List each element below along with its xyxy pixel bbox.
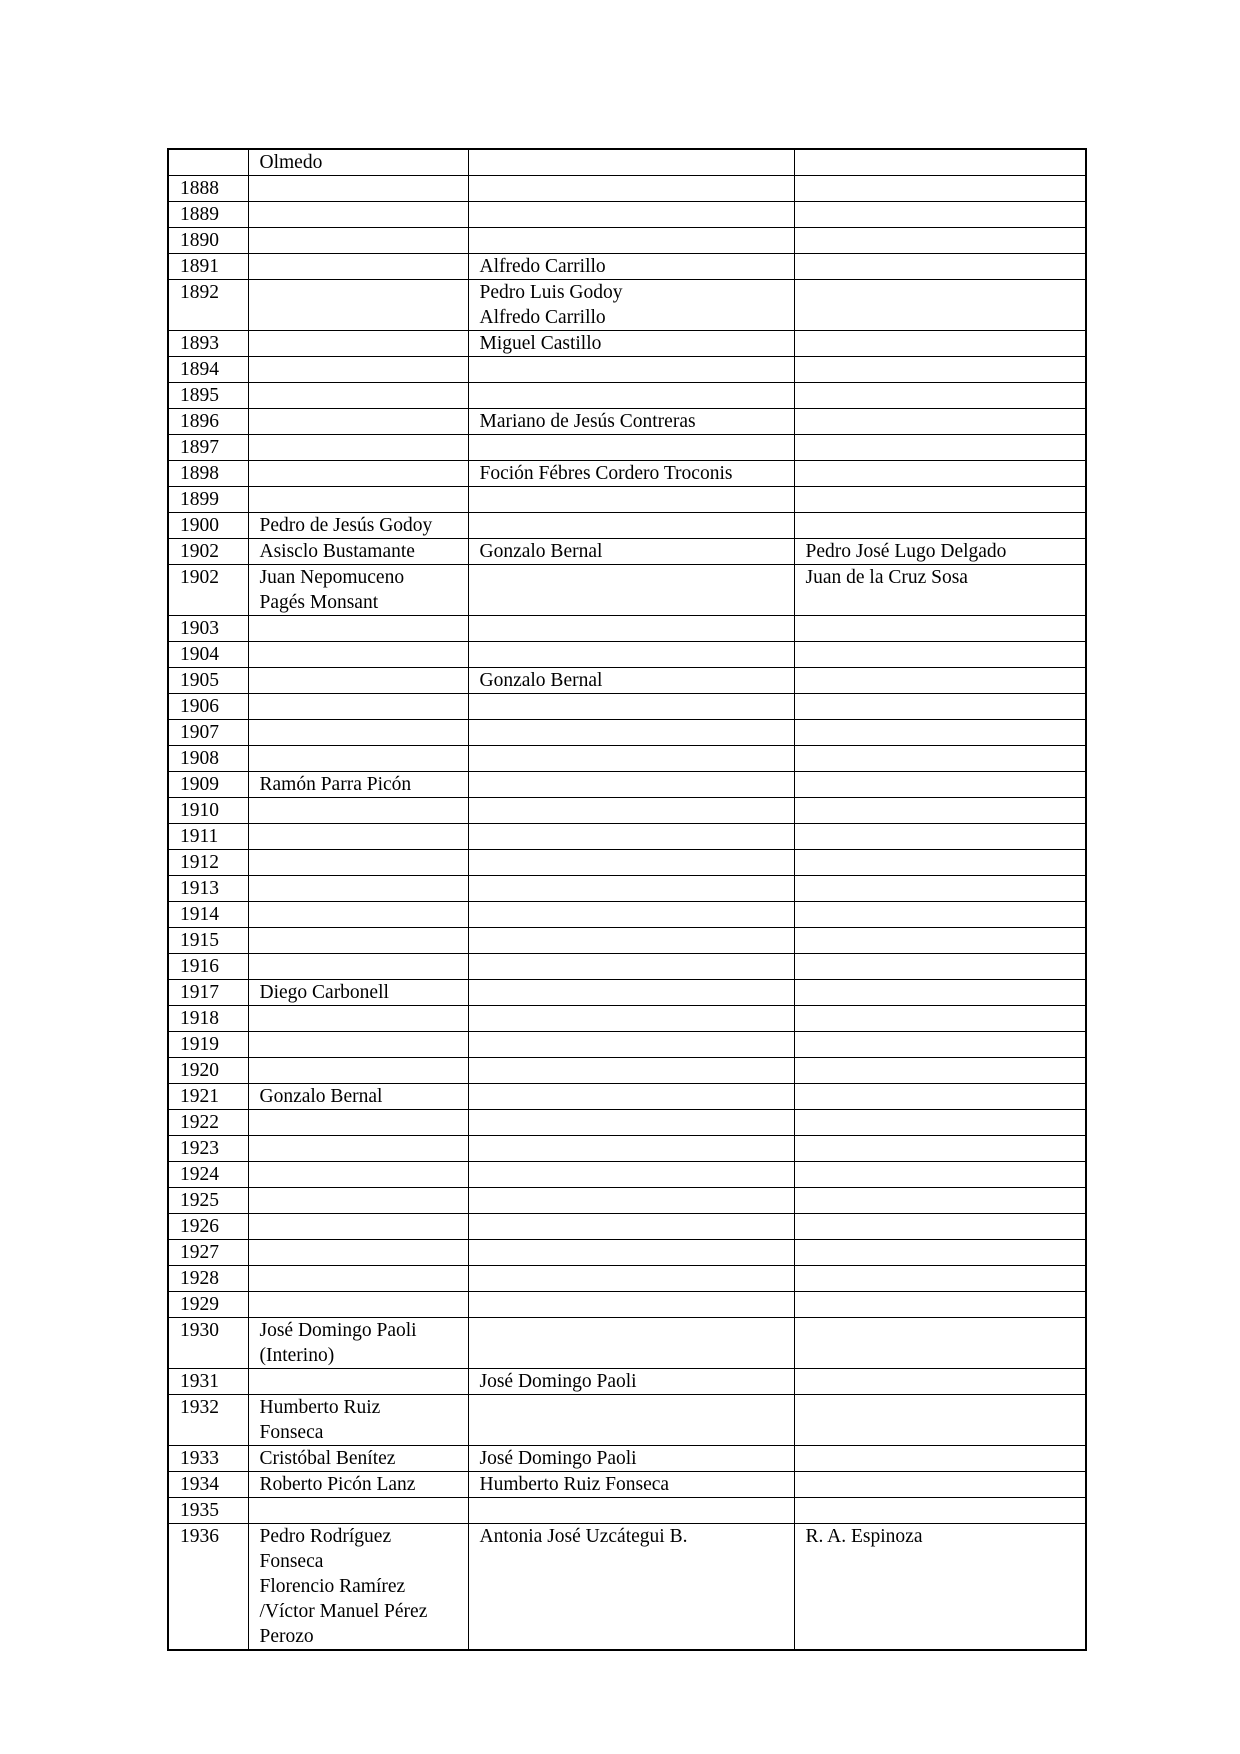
table-row: [168, 539, 1086, 565]
name-cell-2: [468, 1240, 794, 1266]
name-cell-3: [794, 1395, 1086, 1446]
name-cell-2: [468, 1292, 794, 1318]
name-cell-2: [468, 1006, 794, 1032]
name-cell-1: [248, 1136, 468, 1162]
table-row: [168, 1032, 1086, 1058]
year-cell: 1911: [168, 824, 248, 850]
year-cell: 1930: [168, 1318, 248, 1369]
cell-text-line: Juan de la Cruz Sosa: [805, 567, 968, 588]
name-cell-3: [794, 850, 1086, 876]
name-cell-3: [794, 980, 1086, 1006]
name-cell-3: [794, 254, 1086, 280]
name-cell-2: [468, 435, 794, 461]
table-row: [168, 642, 1086, 668]
year-cell: 1929: [168, 1292, 248, 1318]
name-cell-2: [468, 694, 794, 720]
name-cell-3: [794, 694, 1086, 720]
year-cell: 1924: [168, 1162, 248, 1188]
year-cell: 1931: [168, 1369, 248, 1395]
name-cell-1: [248, 902, 468, 928]
table-row: [168, 357, 1086, 383]
name-cell-1: [248, 772, 468, 798]
name-cell-1: [248, 928, 468, 954]
name-cell-1: [248, 461, 468, 487]
name-cell-2: [468, 746, 794, 772]
table-row: [168, 149, 1086, 176]
year-cell: 1912: [168, 850, 248, 876]
name-cell-3: [794, 331, 1086, 357]
name-cell-3: [794, 513, 1086, 539]
name-cell-1: [248, 513, 468, 539]
name-cell-3: [794, 1369, 1086, 1395]
year-cell: 1902: [168, 565, 248, 616]
year-cell: 1915: [168, 928, 248, 954]
name-cell-2: [468, 461, 794, 487]
name-cell-2: [468, 1188, 794, 1214]
name-cell-1: [248, 1110, 468, 1136]
name-cell-3: [794, 1446, 1086, 1472]
name-cell-3: [794, 487, 1086, 513]
name-cell-1: [248, 331, 468, 357]
name-cell-3: [794, 1136, 1086, 1162]
year-cell: 1902: [168, 539, 248, 565]
name-cell-2: [468, 1369, 794, 1395]
name-cell-1: [248, 850, 468, 876]
name-cell-2: [468, 149, 794, 176]
name-cell-1: [248, 694, 468, 720]
cell-text-line: Asisclo Bustamante: [259, 541, 415, 562]
name-cell-1: [248, 1032, 468, 1058]
name-cell-3: [794, 1266, 1086, 1292]
year-cell: 1928: [168, 1266, 248, 1292]
name-cell-1: [248, 565, 468, 616]
name-cell-1: [248, 254, 468, 280]
table-row: [168, 1369, 1086, 1395]
table-row: [168, 461, 1086, 487]
name-cell-1: [248, 720, 468, 746]
year-cell: 1933: [168, 1446, 248, 1472]
table-row: [168, 876, 1086, 902]
name-cell-1: [248, 1318, 468, 1369]
name-cell-2: [468, 1058, 794, 1084]
name-cell-2: [468, 1524, 794, 1651]
cell-text-line: Pedro de Jesús Godoy: [259, 515, 433, 536]
cell-text-line: Foción Fébres Cordero Troconis: [479, 463, 733, 484]
name-cell-3: [794, 409, 1086, 435]
name-cell-3: [794, 202, 1086, 228]
table-row: [168, 824, 1086, 850]
name-cell-2: [468, 1395, 794, 1446]
name-cell-2: [468, 176, 794, 202]
name-cell-1: [248, 539, 468, 565]
name-cell-3: [794, 876, 1086, 902]
name-cell-3: [794, 1084, 1086, 1110]
name-cell-2: [468, 513, 794, 539]
year-cell: 1926: [168, 1214, 248, 1240]
name-cell-2: [468, 876, 794, 902]
table-row: [168, 1110, 1086, 1136]
table-row: [168, 1498, 1086, 1524]
name-cell-3: [794, 642, 1086, 668]
year-cell: 1900: [168, 513, 248, 539]
table-row: [168, 1266, 1086, 1292]
table-row: [168, 928, 1086, 954]
name-cell-2: [468, 1084, 794, 1110]
name-cell-1: [248, 1006, 468, 1032]
name-cell-2: [468, 280, 794, 331]
table-row: [168, 902, 1086, 928]
name-cell-2: [468, 1136, 794, 1162]
name-cell-3: [794, 176, 1086, 202]
name-cell-2: [468, 565, 794, 616]
year-cell: 1920: [168, 1058, 248, 1084]
name-cell-2: [468, 954, 794, 980]
name-cell-2: [468, 331, 794, 357]
cell-text-line: Gonzalo Bernal: [259, 1086, 383, 1107]
cell-text-line: Miguel Castillo: [479, 333, 602, 354]
cell-text-line: Fonseca: [259, 1551, 324, 1572]
name-cell-1: [248, 1162, 468, 1188]
year-cell: 1896: [168, 409, 248, 435]
year-cell: 1925: [168, 1188, 248, 1214]
name-cell-3: [794, 280, 1086, 331]
name-cell-2: [468, 228, 794, 254]
year-cell: 1918: [168, 1006, 248, 1032]
year-cell: 1934: [168, 1472, 248, 1498]
table-row: [168, 798, 1086, 824]
table-row: [168, 1214, 1086, 1240]
year-cell: 1907: [168, 720, 248, 746]
cell-text-line: Cristóbal Benítez: [259, 1448, 396, 1469]
year-cell: 1935: [168, 1498, 248, 1524]
name-cell-2: [468, 824, 794, 850]
table-row: [168, 1240, 1086, 1266]
table-row: [168, 850, 1086, 876]
name-cell-3: [794, 902, 1086, 928]
table-row: [168, 954, 1086, 980]
year-cell: 1913: [168, 876, 248, 902]
name-cell-1: [248, 1292, 468, 1318]
name-cell-2: [468, 668, 794, 694]
year-cell: 1922: [168, 1110, 248, 1136]
name-cell-1: [248, 668, 468, 694]
name-cell-2: [468, 1110, 794, 1136]
table-row: [168, 1318, 1086, 1369]
table-row: [168, 1084, 1086, 1110]
year-cell: 1936: [168, 1524, 248, 1651]
cell-text-line: Pagés Monsant: [259, 592, 379, 613]
name-cell-3: [794, 357, 1086, 383]
table-row: [168, 746, 1086, 772]
name-cell-2: [468, 539, 794, 565]
table-row: [168, 1292, 1086, 1318]
year-cell: 1910: [168, 798, 248, 824]
name-cell-1: [248, 1058, 468, 1084]
table-row: [168, 980, 1086, 1006]
year-cell: 1914: [168, 902, 248, 928]
name-cell-2: [468, 1266, 794, 1292]
name-cell-2: [468, 1446, 794, 1472]
year-cell: 1898: [168, 461, 248, 487]
name-cell-1: [248, 357, 468, 383]
name-cell-2: [468, 980, 794, 1006]
cell-text-line: Antonia José Uzcátegui B.: [479, 1526, 688, 1547]
name-cell-3: [794, 824, 1086, 850]
cell-text-line: Gonzalo Bernal: [479, 670, 603, 691]
name-cell-3: [794, 1498, 1086, 1524]
name-cell-3: [794, 1214, 1086, 1240]
year-cell: 1923: [168, 1136, 248, 1162]
table-row: [168, 435, 1086, 461]
name-cell-1: [248, 876, 468, 902]
year-cell: 1916: [168, 954, 248, 980]
name-cell-2: [468, 1318, 794, 1369]
name-cell-2: [468, 1214, 794, 1240]
table-row: [168, 720, 1086, 746]
name-cell-2: [468, 720, 794, 746]
year-cell: 1917: [168, 980, 248, 1006]
name-cell-3: [794, 1524, 1086, 1651]
cell-text-line: Juan Nepomuceno: [259, 567, 405, 588]
cell-text-line: Perozo: [259, 1626, 314, 1647]
cell-text-line: /Víctor Manuel Pérez: [259, 1601, 428, 1622]
year-cell: 1921: [168, 1084, 248, 1110]
name-cell-1: [248, 487, 468, 513]
year-cell: 1897: [168, 435, 248, 461]
name-cell-3: [794, 1188, 1086, 1214]
cell-text-line: (Interino): [259, 1345, 335, 1366]
table-row: [168, 772, 1086, 798]
name-cell-1: [248, 202, 468, 228]
name-cell-2: [468, 798, 794, 824]
cell-text-line: Alfredo Carrillo: [479, 307, 606, 328]
name-cell-1: [248, 642, 468, 668]
cell-text-line: Humberto Ruiz: [259, 1397, 381, 1418]
name-cell-1: [248, 1214, 468, 1240]
year-cell: 1932: [168, 1395, 248, 1446]
name-cell-3: [794, 616, 1086, 642]
name-cell-1: [248, 149, 468, 176]
name-cell-2: [468, 487, 794, 513]
name-cell-3: [794, 1472, 1086, 1498]
name-cell-1: [248, 409, 468, 435]
name-cell-3: [794, 435, 1086, 461]
table-row: [168, 616, 1086, 642]
name-cell-3: [794, 539, 1086, 565]
name-cell-3: [794, 1006, 1086, 1032]
name-cell-3: [794, 228, 1086, 254]
name-cell-1: [248, 980, 468, 1006]
table-row: [168, 280, 1086, 331]
year-cell: [168, 149, 248, 176]
year-cell: 1906: [168, 694, 248, 720]
table-row: [168, 176, 1086, 202]
year-cell: 1909: [168, 772, 248, 798]
table-row: [168, 409, 1086, 435]
name-cell-2: [468, 850, 794, 876]
table-row: [168, 1162, 1086, 1188]
name-cell-2: [468, 1162, 794, 1188]
name-cell-3: [794, 149, 1086, 176]
name-cell-1: [248, 1395, 468, 1446]
year-cell: 1904: [168, 642, 248, 668]
cell-text-line: Humberto Ruiz Fonseca: [479, 1474, 670, 1495]
cell-text-line: Gonzalo Bernal: [479, 541, 603, 562]
name-cell-3: [794, 1032, 1086, 1058]
name-cell-3: [794, 565, 1086, 616]
cell-text-line: Florencio Ramírez: [259, 1576, 406, 1597]
year-cell: 1888: [168, 176, 248, 202]
table-row: [168, 487, 1086, 513]
cell-text-line: José Domingo Paoli: [479, 1448, 637, 1469]
name-cell-1: [248, 824, 468, 850]
cell-text-line: Fonseca: [259, 1422, 324, 1443]
name-cell-1: [248, 954, 468, 980]
table-row: [168, 513, 1086, 539]
name-cell-3: [794, 1292, 1086, 1318]
name-cell-1: [248, 280, 468, 331]
table-row: [168, 694, 1086, 720]
name-cell-3: [794, 1058, 1086, 1084]
cell-text-line: Alfredo Carrillo: [479, 256, 606, 277]
cell-text-line: José Domingo Paoli: [259, 1320, 417, 1341]
year-cell: 1895: [168, 383, 248, 409]
name-cell-3: [794, 1318, 1086, 1369]
table-row: [168, 1058, 1086, 1084]
table-row: [168, 565, 1086, 616]
name-cell-1: [248, 228, 468, 254]
table-row: [168, 228, 1086, 254]
name-cell-3: [794, 1162, 1086, 1188]
cell-text-line: Roberto Picón Lanz: [259, 1474, 416, 1495]
name-cell-2: [468, 383, 794, 409]
year-cell: 1893: [168, 331, 248, 357]
name-cell-3: [794, 954, 1086, 980]
name-cell-3: [794, 1110, 1086, 1136]
cell-text-line: Diego Carbonell: [259, 982, 389, 1003]
table-row: [168, 1136, 1086, 1162]
year-cell: 1899: [168, 487, 248, 513]
year-cell: 1919: [168, 1032, 248, 1058]
year-cell: 1927: [168, 1240, 248, 1266]
cell-text-line: R. A. Espinoza: [805, 1526, 923, 1547]
name-cell-1: [248, 1446, 468, 1472]
name-cell-1: [248, 1084, 468, 1110]
name-cell-2: [468, 1498, 794, 1524]
year-cell: 1908: [168, 746, 248, 772]
name-cell-2: [468, 928, 794, 954]
name-cell-1: [248, 383, 468, 409]
cell-text-line: Pedro José Lugo Delgado: [805, 541, 1007, 562]
name-cell-2: [468, 642, 794, 668]
year-cell: 1905: [168, 668, 248, 694]
records-table: [167, 148, 1087, 1651]
name-cell-3: [794, 928, 1086, 954]
year-cell: 1891: [168, 254, 248, 280]
name-cell-1: [248, 1188, 468, 1214]
table-row: [168, 1395, 1086, 1446]
name-cell-3: [794, 798, 1086, 824]
name-cell-1: [248, 616, 468, 642]
cell-text-line: Pedro Luis Godoy: [479, 282, 623, 303]
name-cell-2: [468, 254, 794, 280]
table-row: [168, 1188, 1086, 1214]
name-cell-3: [794, 746, 1086, 772]
name-cell-2: [468, 902, 794, 928]
table-row: [168, 1472, 1086, 1498]
name-cell-1: [248, 798, 468, 824]
name-cell-2: [468, 1472, 794, 1498]
name-cell-2: [468, 357, 794, 383]
year-cell: 1894: [168, 357, 248, 383]
name-cell-3: [794, 668, 1086, 694]
name-cell-2: [468, 202, 794, 228]
year-cell: 1890: [168, 228, 248, 254]
name-cell-1: [248, 435, 468, 461]
year-cell: 1903: [168, 616, 248, 642]
name-cell-1: [248, 1524, 468, 1651]
name-cell-3: [794, 461, 1086, 487]
table-row: [168, 254, 1086, 280]
table-row: [168, 1006, 1086, 1032]
name-cell-1: [248, 1369, 468, 1395]
cell-text-line: José Domingo Paoli: [479, 1371, 637, 1392]
name-cell-2: [468, 772, 794, 798]
cell-text-line: Mariano de Jesús Contreras: [479, 411, 696, 432]
table-row: [168, 383, 1086, 409]
name-cell-1: [248, 1240, 468, 1266]
table-row: [168, 202, 1086, 228]
name-cell-1: [248, 1266, 468, 1292]
table-row: [168, 331, 1086, 357]
name-cell-3: [794, 383, 1086, 409]
name-cell-1: [248, 746, 468, 772]
cell-text-line: Pedro Rodríguez: [259, 1526, 392, 1547]
name-cell-3: [794, 1240, 1086, 1266]
name-cell-3: [794, 720, 1086, 746]
name-cell-1: [248, 1498, 468, 1524]
cell-text-line: Olmedo: [259, 152, 323, 173]
records-body: [168, 149, 1086, 1650]
table-row: [168, 1524, 1086, 1651]
name-cell-2: [468, 616, 794, 642]
table-row: [168, 1446, 1086, 1472]
name-cell-1: [248, 1472, 468, 1498]
name-cell-3: [794, 772, 1086, 798]
name-cell-2: [468, 1032, 794, 1058]
name-cell-2: [468, 409, 794, 435]
year-cell: 1892: [168, 280, 248, 331]
table-row: [168, 668, 1086, 694]
cell-text-line: Ramón Parra Picón: [259, 774, 412, 795]
name-cell-1: [248, 176, 468, 202]
year-cell: 1889: [168, 202, 248, 228]
